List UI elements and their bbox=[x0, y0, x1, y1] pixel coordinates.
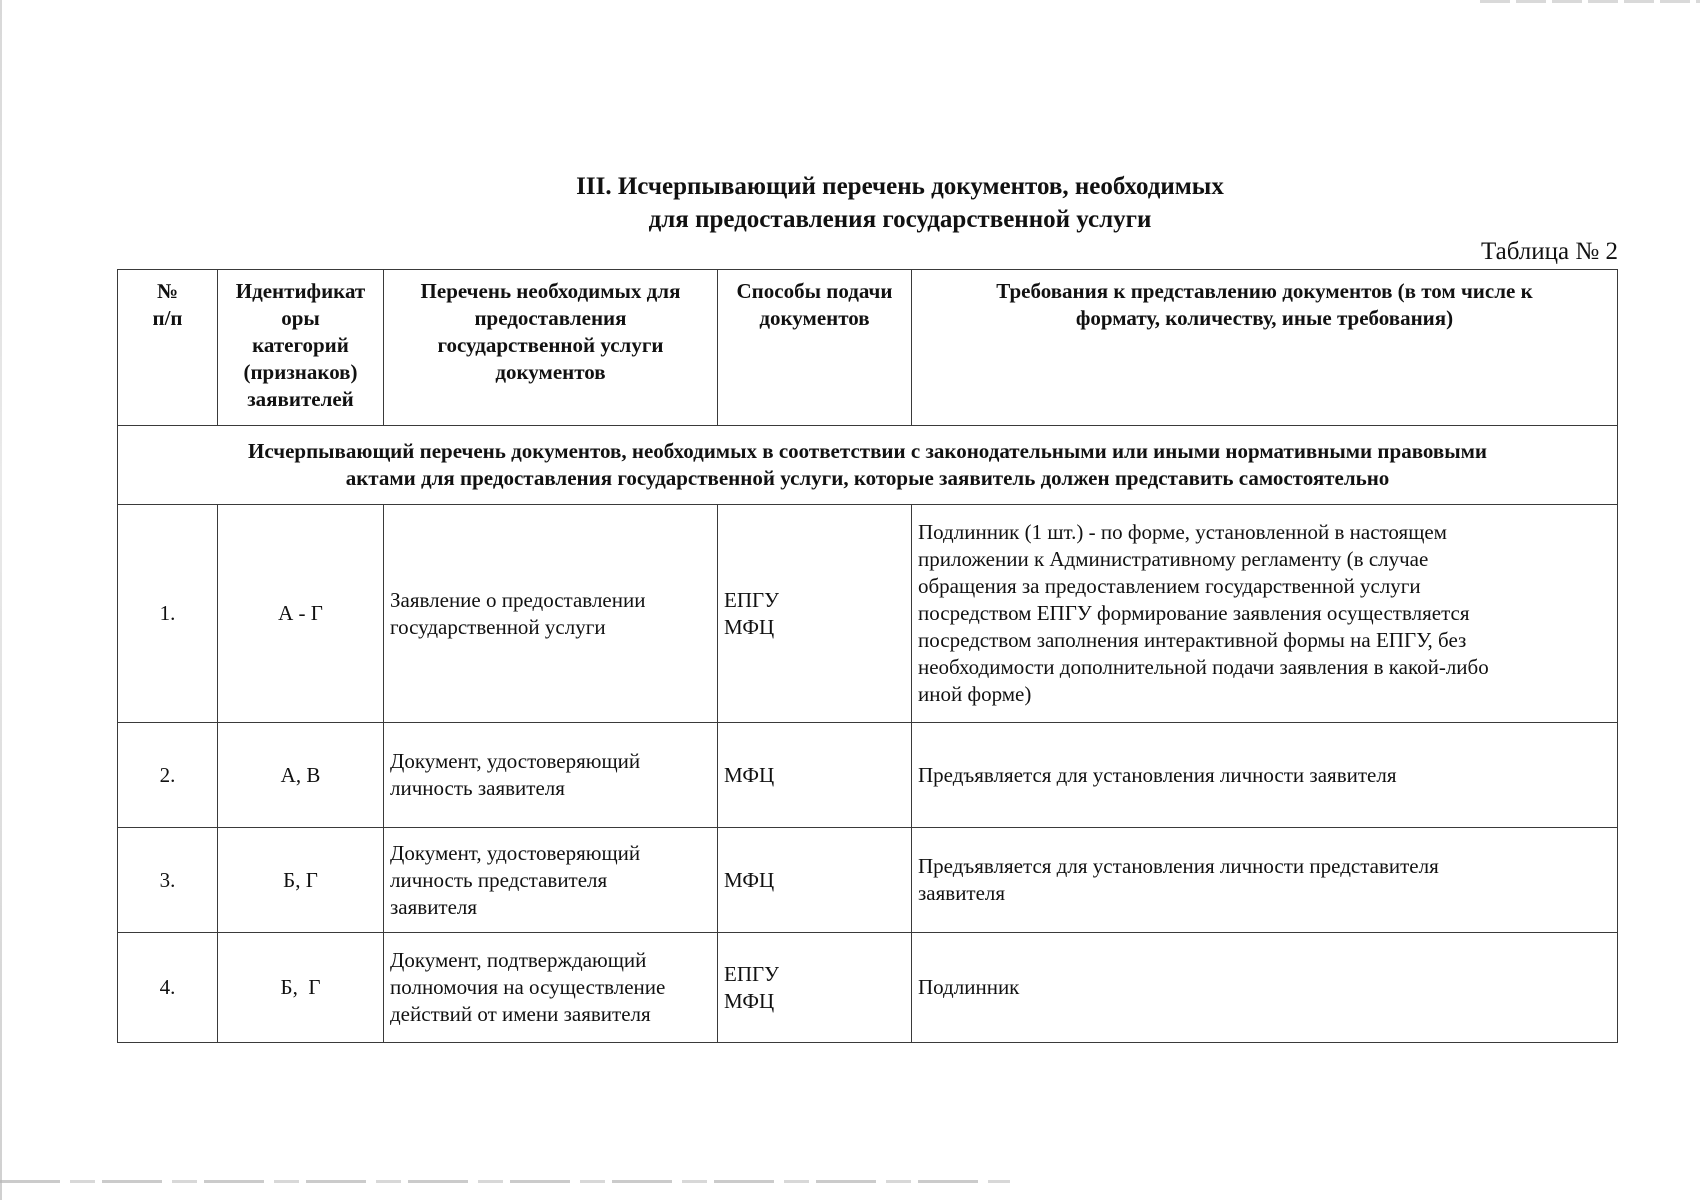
table-row bbox=[118, 933, 1618, 1043]
scan-edge-left bbox=[0, 0, 2, 1200]
row-requirements: Предъявляется для установления личности заявителя bbox=[912, 723, 1618, 828]
scan-edge-bottom bbox=[0, 1180, 1010, 1183]
scan-edge-top bbox=[1480, 0, 1700, 3]
row-methods: ЕПГУ МФЦ bbox=[718, 933, 912, 1043]
row-num: 2. bbox=[118, 723, 218, 828]
section-title-line-1: III. Исчерпывающий перечень документов, необходимых bbox=[576, 173, 1224, 200]
row-identifiers: Б, Г bbox=[218, 828, 384, 933]
section-heading: Исчерпывающий перечень документов, необходимых в соответствии с законодательными или иными нормативными правовыми актами для предоставления государственной услуги, которые заявитель должен представить самостоятельно bbox=[118, 426, 1618, 505]
row-document: Заявление о предоставлении государственной услуги bbox=[384, 505, 718, 723]
table-row bbox=[118, 505, 1618, 723]
row-identifiers: Б, Г bbox=[218, 933, 384, 1043]
header-requirements: Требования к представлению документов (в том числе к формату, количеству, иные требования) bbox=[912, 270, 1618, 426]
row-identifiers: А - Г bbox=[218, 505, 384, 723]
table-header-row bbox=[118, 270, 1618, 426]
row-methods: МФЦ bbox=[718, 723, 912, 828]
section-title-line-2: для предоставления государственной услуги bbox=[648, 206, 1152, 233]
header-identifiers: Идентификат оры категорий (признаков) заявителей bbox=[218, 270, 384, 426]
header-num: № п/п bbox=[118, 270, 218, 426]
row-methods: ЕПГУ МФЦ bbox=[718, 505, 912, 723]
row-document: Документ, удостоверяющий личность представителя заявителя bbox=[384, 828, 718, 933]
row-document: Документ, подтверждающий полномочия на осуществление действий от имени заявителя bbox=[384, 933, 718, 1043]
row-requirements: Подлинник (1 шт.) - по форме, установленной в настоящем приложении к Административному регламенту (в случае обращения за предоставлением государственной услуги посредством ЕПГУ формирование заявления осуществляется посредством заполнения интерактивной формы на ЕПГУ, без необходимости дополнительной подачи заявления в какой-либо иной форме) bbox=[912, 505, 1618, 723]
row-document: Документ, удостоверяющий личность заявителя bbox=[384, 723, 718, 828]
row-methods: МФЦ bbox=[718, 828, 912, 933]
row-requirements: Подлинник bbox=[912, 933, 1618, 1043]
documents-table bbox=[117, 269, 1618, 1043]
table-row bbox=[118, 828, 1618, 933]
header-methods: Способы подачи документов bbox=[718, 270, 912, 426]
row-num: 4. bbox=[118, 933, 218, 1043]
header-documents: Перечень необходимых для предоставления государственной услуги документов bbox=[384, 270, 718, 426]
table-row bbox=[118, 723, 1618, 828]
section-row bbox=[118, 426, 1618, 505]
section-title bbox=[420, 170, 1380, 236]
table-number: Таблица № 2 bbox=[1480, 238, 1618, 265]
row-identifiers: А, В bbox=[218, 723, 384, 828]
row-num: 3. bbox=[118, 828, 218, 933]
row-num: 1. bbox=[118, 505, 218, 723]
row-requirements: Предъявляется для установления личности представителя заявителя bbox=[912, 828, 1618, 933]
